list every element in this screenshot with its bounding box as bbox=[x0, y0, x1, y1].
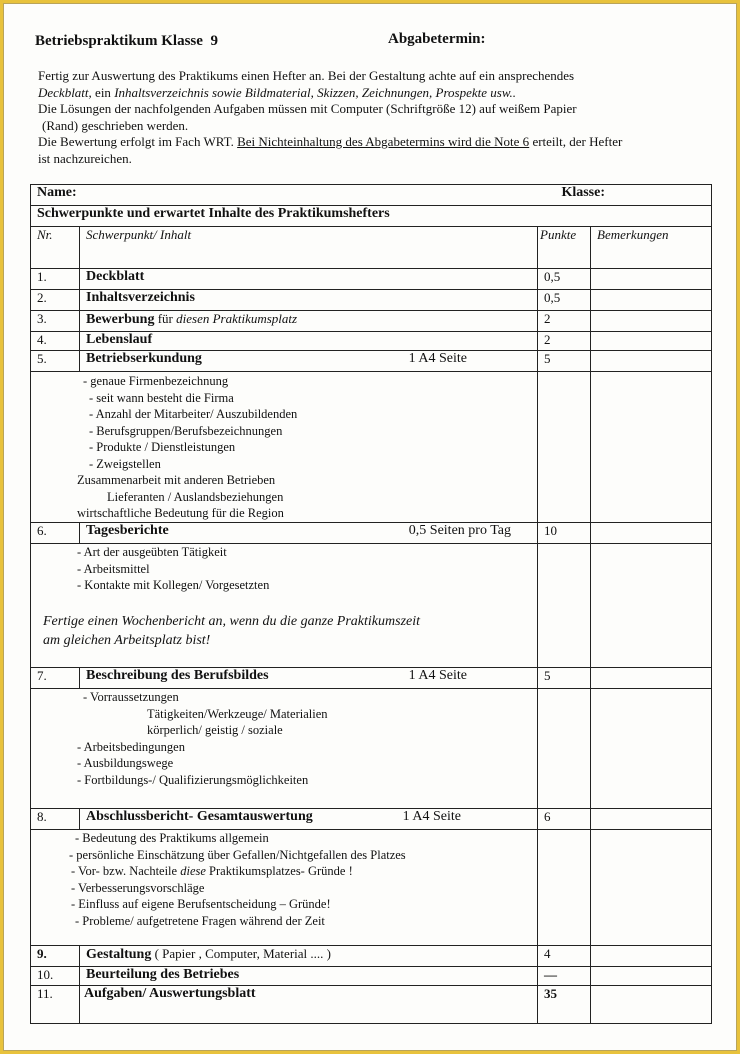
item-points bbox=[538, 689, 591, 809]
name-row bbox=[31, 185, 712, 206]
detail-line: Lieferanten / Auslandsbeziehungen bbox=[107, 489, 284, 504]
item-remarks bbox=[591, 986, 712, 1024]
section-title: Schwerpunkte und erwartet Inhalte des Praktikumshefters bbox=[31, 206, 712, 227]
item-remarks bbox=[591, 351, 712, 372]
item-nr: 9. bbox=[31, 946, 80, 967]
table-row bbox=[31, 809, 712, 830]
detail-line: - Zweigstellen bbox=[89, 456, 161, 471]
item-points: 0,5 bbox=[538, 269, 591, 290]
detail-line: - Bedeutung des Praktikums allgemein bbox=[75, 831, 269, 845]
item-points: 2 bbox=[538, 311, 591, 332]
item-title: Inhaltsverzeichnis bbox=[80, 290, 538, 311]
detail-line: - Kontakte mit Kollegen/ Vorgesetzten bbox=[77, 578, 270, 592]
detail-line: - Anzahl der Mitarbeiter/ Auszubildenden bbox=[89, 407, 298, 421]
intro-line-3: Die Lösungen der nachfolgenden Aufgaben müssen mit Computer (Schriftgröße 12) auf weißem Papier bbox=[38, 101, 577, 116]
detail-line: - seit wann besteht die Firma bbox=[89, 390, 234, 405]
item-nr: 2. bbox=[31, 290, 80, 311]
detail-line: - Art der ausgeübten Tätigkeit bbox=[77, 545, 227, 559]
intro-line-4: (Rand) geschrieben werden. bbox=[42, 117, 189, 133]
item-title bbox=[80, 668, 538, 689]
table-row bbox=[31, 986, 712, 1024]
detail-text: Praktikumsplatzes- Gründe ! bbox=[205, 864, 353, 878]
detail-line: - Arbeitsmittel bbox=[77, 561, 150, 576]
item-title: Beurteilung des Betriebes bbox=[80, 967, 538, 986]
item-title-rest: ( Papier , Computer, Material .... ) bbox=[151, 946, 331, 961]
item-extra: 1 A4 Seite bbox=[402, 809, 461, 824]
item-points: 0,5 bbox=[538, 290, 591, 311]
detail-line: - persönliche Einschätzung über Gefallen/Nichtgefallen des Platzes bbox=[69, 847, 406, 862]
item-remarks bbox=[591, 946, 712, 967]
item-details bbox=[31, 372, 538, 523]
item-points: 5 bbox=[538, 668, 591, 689]
item-nr: 8. bbox=[31, 809, 80, 830]
detail-line: - Berufsgruppen/Berufsbezeichnungen bbox=[89, 423, 283, 438]
table-row bbox=[31, 668, 712, 689]
item-remarks bbox=[591, 809, 712, 830]
item-nr: 10. bbox=[31, 967, 80, 986]
item-title: Aufgaben/ Auswertungsblatt bbox=[80, 986, 538, 1024]
col-bemerkungen: Bemerkungen bbox=[591, 227, 712, 269]
document-title bbox=[35, 33, 218, 50]
item-details bbox=[31, 689, 538, 809]
table-row bbox=[31, 523, 712, 544]
item-points: 4 bbox=[538, 946, 591, 967]
item-title bbox=[80, 523, 538, 544]
item-remarks bbox=[591, 372, 712, 523]
item-nr: 7. bbox=[31, 668, 80, 689]
item-remarks bbox=[591, 967, 712, 986]
item-title-bold: Tagesberichte bbox=[86, 523, 169, 538]
name-label: Name: bbox=[37, 185, 77, 200]
note-line: Fertige einen Wochenbericht an, wenn du die ganze Praktikumszeit bbox=[43, 613, 421, 629]
item-remarks bbox=[591, 544, 712, 668]
table-row bbox=[31, 311, 712, 332]
intro-ein: ein bbox=[91, 84, 115, 100]
item-points: 2 bbox=[538, 332, 591, 351]
table-row bbox=[31, 290, 712, 311]
item-points bbox=[538, 544, 591, 668]
table-row-details bbox=[31, 689, 712, 809]
item-title bbox=[80, 351, 538, 372]
item-points bbox=[538, 372, 591, 523]
item-nr: 6. bbox=[31, 523, 80, 544]
item-title bbox=[80, 311, 538, 332]
detail-line: - Vorraussetzungen bbox=[83, 690, 179, 704]
detail-line: wirtschaftliche Bedeutung für die Region bbox=[77, 506, 284, 520]
table-row bbox=[31, 351, 712, 372]
col-nr: Nr. bbox=[31, 227, 80, 269]
item-title bbox=[80, 946, 538, 967]
instructions bbox=[38, 68, 708, 167]
detail-line: - Ausbildungswege bbox=[77, 756, 174, 770]
detail-line bbox=[37, 863, 531, 880]
item-remarks bbox=[591, 830, 712, 946]
detail-line: - Probleme/ aufgetretene Fragen während der Zeit bbox=[75, 913, 325, 928]
item-title: Lebenslauf bbox=[80, 332, 538, 351]
detail-line: - Verbesserungsvorschläge bbox=[71, 880, 205, 895]
intro-deckblatt: Deckblatt, bbox=[38, 84, 92, 100]
item-points: 35 bbox=[538, 986, 591, 1024]
item-remarks bbox=[591, 689, 712, 809]
detail-line: - Fortbildungs-/ Qualifizierungsmöglichkeiten bbox=[77, 772, 309, 787]
table-row bbox=[31, 967, 712, 986]
item-remarks bbox=[591, 290, 712, 311]
detail-italic: diese bbox=[180, 864, 206, 878]
item-nr: 4. bbox=[31, 332, 80, 351]
note-line: am gleichen Arbeitsplatz bist! bbox=[43, 632, 211, 648]
item-points: — bbox=[538, 967, 591, 986]
col-punkte: Punkte bbox=[538, 227, 591, 269]
table-row-details bbox=[31, 544, 712, 668]
detail-line: - Produkte / Dienstleistungen bbox=[89, 440, 236, 454]
table-row bbox=[31, 269, 712, 290]
detail-line: - Einfluss auf eigene Berufsentscheidung – Gründe! bbox=[71, 897, 331, 911]
item-nr: 5. bbox=[31, 351, 80, 372]
item-points: 5 bbox=[538, 351, 591, 372]
item-title-rest: für bbox=[154, 311, 177, 326]
title-text: Betriebspraktikum Klasse bbox=[35, 33, 203, 49]
detail-line: körperlich/ geistig / soziale bbox=[147, 723, 283, 737]
item-title bbox=[80, 809, 538, 830]
intro-line-5 bbox=[38, 134, 708, 151]
item-points: 10 bbox=[538, 523, 591, 544]
item-title-bold: Betriebserkundung bbox=[86, 351, 202, 366]
document-page bbox=[3, 3, 737, 1051]
item-title-bold: Gestaltung bbox=[86, 947, 152, 962]
item-remarks bbox=[591, 311, 712, 332]
item-remarks bbox=[591, 668, 712, 689]
intro-hefter: erteilt, der Hefter bbox=[529, 134, 623, 149]
item-nr: 3. bbox=[31, 311, 80, 332]
table-row bbox=[31, 332, 712, 351]
intro-note6: Bei Nichteinhaltung des Abgabetermins wird die Note 6 bbox=[237, 134, 530, 149]
detail-line: Tätigkeiten/Werkzeuge/ Materialien bbox=[147, 706, 328, 721]
item-extra: 1 A4 Seite bbox=[408, 668, 467, 683]
table-row-details bbox=[31, 830, 712, 946]
intro-bewertung: Die Bewertung erfolgt im Fach WRT. bbox=[38, 134, 238, 149]
intro-materials: Inhaltsverzeichnis sowie Bildmaterial, Skizzen, Zeichnungen, Prospekte usw.. bbox=[114, 84, 517, 100]
assessment-table bbox=[30, 184, 712, 1024]
item-remarks bbox=[591, 523, 712, 544]
item-title-bold: Abschlussbericht- Gesamtauswertung bbox=[86, 809, 313, 824]
col-inhalt: Schwerpunkt/ Inhalt bbox=[80, 227, 538, 269]
item-title-italic: diesen Praktikumsplatz bbox=[176, 311, 298, 326]
item-nr: 1. bbox=[31, 269, 80, 290]
item-remarks bbox=[591, 269, 712, 290]
deadline-label: Abgabetermin: bbox=[388, 31, 486, 47]
table-row-details bbox=[31, 372, 712, 523]
item-remarks bbox=[591, 332, 712, 351]
item-details bbox=[31, 544, 538, 668]
item-nr: 11. bbox=[31, 986, 80, 1024]
item-extra: 1 A4 Seite bbox=[408, 351, 467, 366]
item-title-bold: Beschreibung des Berufsbildes bbox=[86, 668, 269, 683]
detail-line: - genaue Firmenbezeichnung bbox=[83, 374, 229, 388]
table-row bbox=[31, 946, 712, 967]
item-points bbox=[538, 830, 591, 946]
item-details bbox=[31, 830, 538, 946]
detail-line: Zusammenarbeit mit anderen Betrieben bbox=[77, 473, 276, 487]
intro-line-1: Fertig zur Auswertung des Praktikums einen Hefter an. Bei der Gestaltung achte auf ein ansprechendes bbox=[38, 68, 575, 83]
intro-line-6: ist nachzureichen. bbox=[38, 150, 132, 166]
intro-line-2 bbox=[38, 85, 708, 102]
klasse-label: Klasse: bbox=[561, 185, 605, 200]
item-points: 6 bbox=[538, 809, 591, 830]
detail-line: - Arbeitsbedingungen bbox=[77, 739, 185, 754]
item-title-bold: Bewerbung bbox=[86, 312, 155, 327]
title-klasse: 9 bbox=[210, 33, 218, 49]
detail-text: - Vor- bzw. Nachteile bbox=[71, 864, 181, 878]
item-extra: 0,5 Seiten pro Tag bbox=[408, 523, 511, 538]
item-title: Deckblatt bbox=[80, 269, 538, 290]
